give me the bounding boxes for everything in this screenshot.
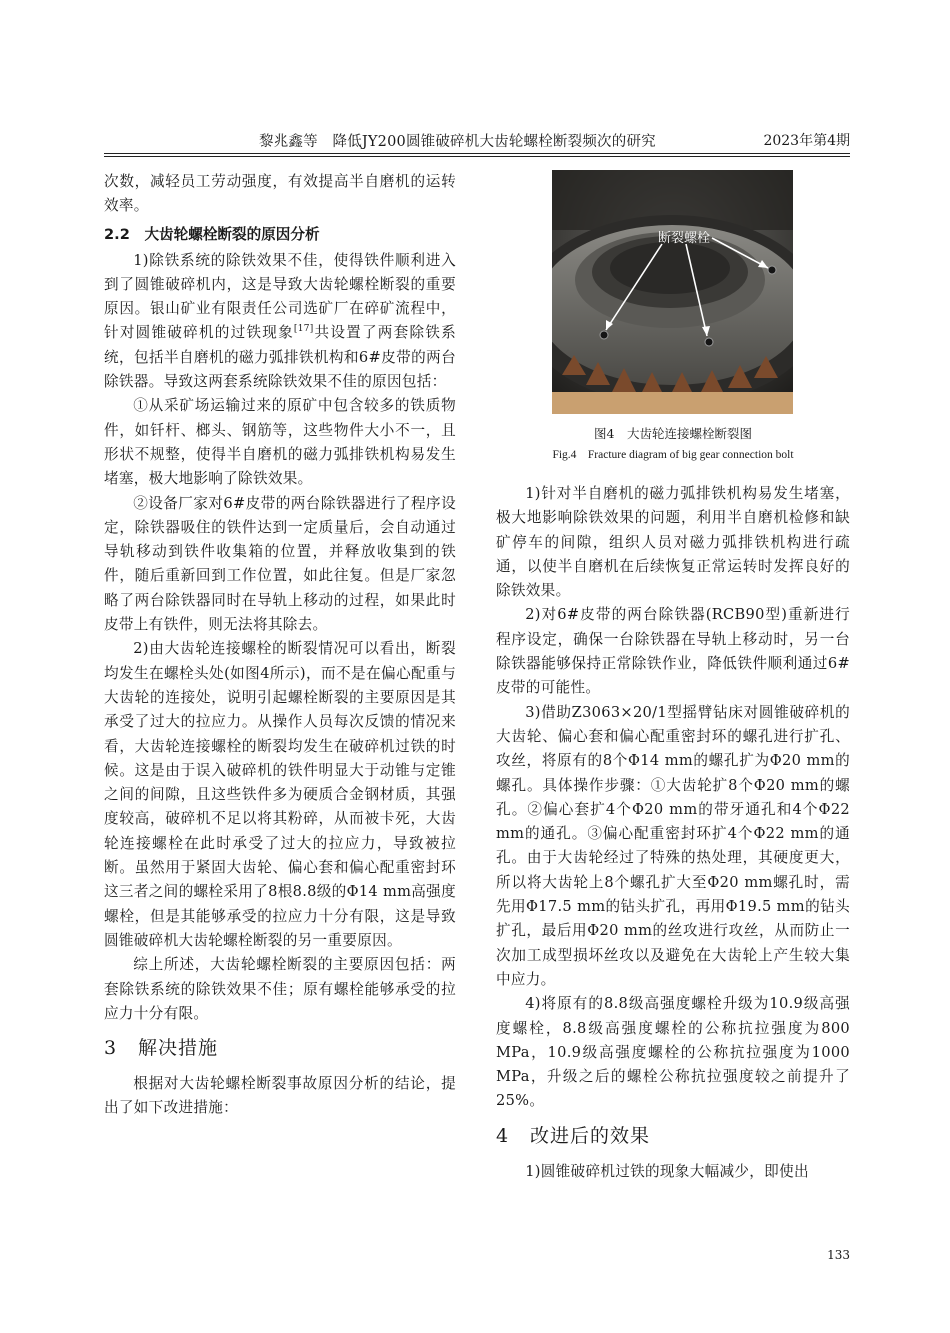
paragraph: 综上所述，大齿轮螺栓断裂的主要原因包括：两套除铁系统的除铁效果不佳；原有螺栓能够承受的拉应力十分有限。 bbox=[104, 956, 456, 1022]
figure-photo bbox=[552, 170, 793, 414]
section-heading: 4 改进后的效果 bbox=[496, 1124, 651, 1147]
gear-photo-illustration bbox=[552, 170, 793, 414]
paragraph: 根据对大齿轮螺栓断裂事故原因分析的结论，提出了如下改进措施： bbox=[104, 1075, 456, 1117]
paragraph: 1)除铁系统的除铁效果不佳，使得铁件顺利进入到了圆锥破碎机内，这是导致大齿轮螺栓断裂的重要原因。银山矿业有限责任公司选矿厂在碎矿流程中，针对圆锥破碎机的过铁现象[17]共设置了两套除铁系统，包括半自磨机的磁力弧排铁机构和6#皮带的两台除铁器。导致这两套系统除铁效果不佳的原因包括： bbox=[104, 251, 456, 391]
header-rule-bottom bbox=[104, 156, 850, 157]
figure-caption-cn: 图4 大齿轮连接螺栓断裂图 bbox=[594, 426, 752, 441]
paragraph: 次数，减轻员工劳动强度，有效提高半自磨机的运转效率。 bbox=[104, 173, 456, 215]
running-header bbox=[104, 130, 850, 152]
paragraph: 2)对6#皮带的两台除铁器(RCB90型)重新进行程序设定，确保一台除铁器在导轨上移动时，另一台除铁器能够保持正常除铁作业，降低铁件顺利通过6#皮带的可能性。 bbox=[496, 606, 850, 697]
figure-caption-en: Fig.4 Fracture diagram of big gear connection bolt bbox=[552, 449, 794, 461]
paragraph: ①从采矿场运输过来的原矿中包含较多的铁质物件，如钎杆、榔头、钢筋等，这些物件大小不一，且形状不规整，使得半自磨机的磁力弧排铁机构易发生堵塞，极大地影响了除铁效果。 bbox=[104, 397, 456, 488]
paragraph: 1)圆锥破碎机过铁的现象大幅减少，即使出 bbox=[525, 1162, 809, 1180]
paragraph: ②设备厂家对6#皮带的两台除铁器进行了程序设定，除铁器吸住的铁件达到一定质量后，会自动通过导轨移动到铁件收集箱的位置，并释放收集到的铁件，随后重新回到工作位置，如此往复。但是厂家忽略了两台除铁器同时在导轨上移动的过程，如果此时皮带上有铁件，则无法将其除去。 bbox=[104, 494, 456, 634]
paragraph: 2)由大齿轮连接螺栓的断裂情况可以看出，断裂均发生在螺栓头处(如图4所示)，而不是在偏心配重与大齿轮的连接处，说明引起螺栓断裂的主要原因是其承受了过大的拉应力。从操作人员每次反馈的情况来看，大齿轮连接螺栓的断裂均发生在破碎机过铁的时候。这是由于误入破碎机的铁件明显大于动锥与定锥之间的间隙，且这些铁件多为硬质合金钢材质，其强度较高，破碎机不足以将其粉碎，从而被卡死，大齿轮连接螺栓在此时承受了过大的拉应力，导致被拉断。虽然用于紧固大齿轮、偏心套和偏心配重密封环这三者之间的螺栓采用了8根8.8级的Φ14 mm高强度螺栓，但是其能够承受的拉应力十分有限，这是导致圆锥破碎机大齿轮螺栓断裂的另一重要原因。 bbox=[104, 640, 456, 949]
paragraph: 1)针对半自磨机的磁力弧排铁机构易发生堵塞，极大地影响除铁效果的问题，利用半自磨机检修和缺矿停车的间隙，组织人员对磁力弧排铁机构进行疏通，以使半自磨机在后续恢复正常运转时发挥良好的除铁效果。 bbox=[496, 485, 850, 600]
paragraph: 3)借助Z3063×20/1型摇臂钻床对圆锥破碎机的大齿轮、偏心套和偏心配重密封环的螺孔进行扩孔、攻丝，将原有的8个Φ14 mm的螺孔扩为Φ20 mm的螺孔。具体操作步骤：①大齿轮扩8个Φ20 mm的螺孔。②偏心套扩4个Φ20 mm的带牙通孔和4个Φ22 mm的通孔。③偏心配重密封环扩4个Φ22 mm的通孔。由于大齿轮经过了特殊的热处理，其硬度更大，所以将大齿轮上8个螺孔扩大至Φ20 mm螺孔时，需先用Φ17.5 mm的钻头扩孔，再用Φ19.5 mm的钻头扩孔，最后用Φ20 mm的丝攻进行攻丝，从而防止一次加工成型损坏丝攻以及避免在大齿轮上产生较大集中应力。 bbox=[496, 703, 850, 988]
header-rule-top bbox=[104, 153, 850, 154]
header-issue: 2023年第4期 bbox=[763, 133, 850, 149]
figure-label: 断裂螺栓 bbox=[658, 231, 711, 246]
page-number: 133 bbox=[827, 1248, 850, 1262]
paragraph: 4)将原有的8.8级高强度螺栓升级为10.9级高强度螺栓，8.8级高强度螺栓的公称抗拉强度为800 MPa，10.9级高强度螺栓的公称抗拉强度为1000 MPa，升级之后的螺栓公称抗拉强度较之前提升了25%。 bbox=[496, 995, 850, 1110]
right-column bbox=[496, 482, 850, 1184]
citation: [17] bbox=[293, 324, 314, 335]
subsection-heading: 2.2 大齿轮螺栓断裂的原因分析 bbox=[104, 225, 320, 243]
section-heading: 3 解决措施 bbox=[104, 1037, 219, 1060]
header-title: 黎兆鑫等 降低JY200圆锥破碎机大齿轮螺栓断裂频次的研究 bbox=[259, 134, 656, 150]
left-column bbox=[104, 170, 456, 1121]
